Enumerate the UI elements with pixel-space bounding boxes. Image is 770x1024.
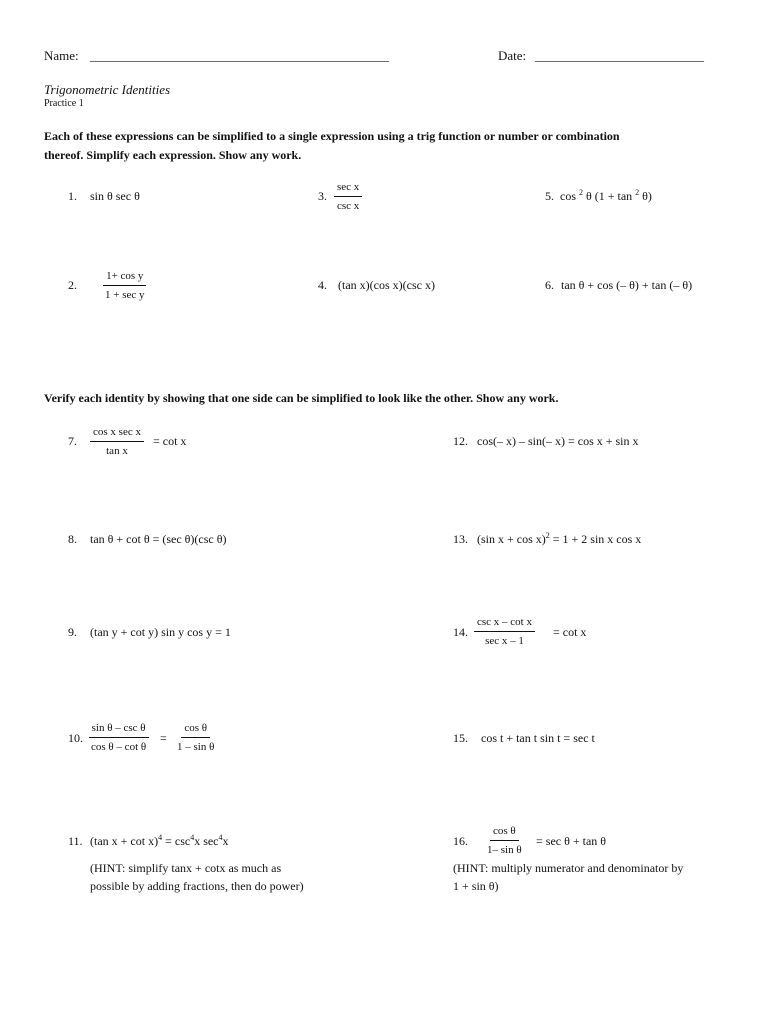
problem-2-fraction xyxy=(102,270,148,301)
problem-7-denominator: tan x xyxy=(106,445,128,458)
problem-13-expression xyxy=(477,532,641,547)
page-title: Trigonometric Identities xyxy=(44,82,171,97)
problem-11-mid: = csc xyxy=(162,834,191,848)
date-label: Date: xyxy=(498,48,527,63)
problem-9-number: 9. xyxy=(68,625,77,639)
problem-13-pre: (sin x + cos x) xyxy=(477,532,546,546)
problem-3-numerator: sec x xyxy=(334,181,362,197)
problem-11-mid2: x sec xyxy=(194,834,219,848)
problem-14-fraction xyxy=(474,616,535,647)
problem-3-denominator: csc x xyxy=(337,200,360,213)
problem-9-expression: (tan y + cot y) sin y cos y = 1 xyxy=(90,625,231,639)
date-line[interactable]: __________________________ xyxy=(535,48,704,63)
page-subtitle: Practice 1 xyxy=(44,98,84,109)
problem-3-fraction xyxy=(334,181,362,212)
problem-13-number: 13. xyxy=(453,532,468,546)
section2-instructions: Verify each identity by showing that one side can be simplified to look like the other. Show any work. xyxy=(44,391,559,405)
problem-13-exp: 2 xyxy=(545,531,550,540)
problem-16-fraction xyxy=(484,825,525,856)
problem-5-exp2: 2 xyxy=(635,188,640,197)
problem-10-denominator-right: 1 – sin θ xyxy=(177,741,215,754)
problem-14-number: 14. xyxy=(453,625,468,639)
problem-11-pre: (tan x + cot x) xyxy=(90,834,159,848)
problem-5-number: 5. xyxy=(545,189,554,203)
problem-7-numerator: cos x sec x xyxy=(90,426,144,442)
problem-7-fraction xyxy=(90,426,144,457)
problem-6-expression: tan θ + cos (– θ) + tan (– θ) xyxy=(561,278,693,292)
problem-1-number: 1. xyxy=(68,189,77,203)
problem-15-expression: cos t + tan t sin t = sec t xyxy=(481,731,595,745)
problem-7-number: 7. xyxy=(68,434,77,448)
problem-10-fraction-right xyxy=(174,722,217,753)
problem-15-number: 15. xyxy=(453,731,468,745)
section1-instructions-line2: thereof. Simplify each expression. Show any work. xyxy=(44,148,302,162)
problem-10-numerator-right: cos θ xyxy=(181,722,210,738)
problem-12-number: 12. xyxy=(453,434,468,448)
problem-11-exp2: 4 xyxy=(190,833,195,842)
problem-7-rhs: = cot x xyxy=(153,434,187,448)
problem-11-exp3: 4 xyxy=(218,833,223,842)
problem-4-number: 4. xyxy=(318,278,327,292)
problem-11-hint-line1: (HINT: simplify tanx + cotx as much as xyxy=(90,861,282,875)
problem-16-number: 16. xyxy=(453,834,468,848)
problem-10-number: 10. xyxy=(68,731,83,745)
problem-16-rhs: = sec θ + tan θ xyxy=(536,834,607,848)
problem-5-post: θ) xyxy=(639,189,652,203)
problem-16-hint-line1: (HINT: multiply numerator and denominator by xyxy=(453,861,684,875)
problem-1-expression: sin θ sec θ xyxy=(90,189,140,203)
problem-5-pre: cos xyxy=(560,189,576,203)
problem-12-expression: cos(– x) – sin(– x) = cos x + sin x xyxy=(477,434,639,448)
problem-11-number: 11. xyxy=(68,834,83,848)
problem-8-expression: tan θ + cot θ = (sec θ)(csc θ) xyxy=(90,532,227,546)
problem-5-exp1: 2 xyxy=(579,188,583,197)
problem-10-fraction-left xyxy=(88,722,149,753)
problem-5 xyxy=(545,189,652,204)
problem-10-equals: = xyxy=(160,731,167,745)
problem-4-expression: (tan x)(cos x)(csc x) xyxy=(338,278,435,292)
problem-2-denominator: 1 + sec y xyxy=(105,289,145,302)
name-label: Name: xyxy=(44,48,79,63)
problem-11-hint-line2: possible by adding fractions, then do power) xyxy=(90,879,304,893)
problem-14-denominator: sec x – 1 xyxy=(485,635,524,648)
problem-11-exp1: 4 xyxy=(158,833,163,842)
problem-10-numerator-left: sin θ – csc θ xyxy=(89,722,149,738)
problem-14-rhs: = cot x xyxy=(553,625,587,639)
name-line[interactable]: ______________________________________________ xyxy=(90,48,389,63)
problem-2-numerator: 1+ cos y xyxy=(103,270,146,286)
problem-5-mid: θ (1 + tan xyxy=(583,189,633,203)
problem-10-denominator-left: cos θ – cot θ xyxy=(91,741,147,754)
section1-instructions-line1: Each of these expressions can be simplified to a single expression using a trig function or number or combination xyxy=(44,129,620,143)
problem-16-numerator: cos θ xyxy=(490,825,519,841)
problem-13-post: = 1 + 2 sin x cos x xyxy=(549,532,642,546)
problem-2-number: 2. xyxy=(68,278,77,292)
problem-6-number: 6. xyxy=(545,278,554,292)
problem-11-post: x xyxy=(222,834,229,848)
problem-16-denominator: 1– sin θ xyxy=(487,844,522,857)
problem-14-numerator: csc x – cot x xyxy=(474,616,535,632)
problem-16-hint-line2: 1 + sin θ) xyxy=(453,879,499,893)
problem-3-number: 3. xyxy=(318,189,327,203)
problem-11-expression xyxy=(90,834,229,849)
problem-8-number: 8. xyxy=(68,532,77,546)
